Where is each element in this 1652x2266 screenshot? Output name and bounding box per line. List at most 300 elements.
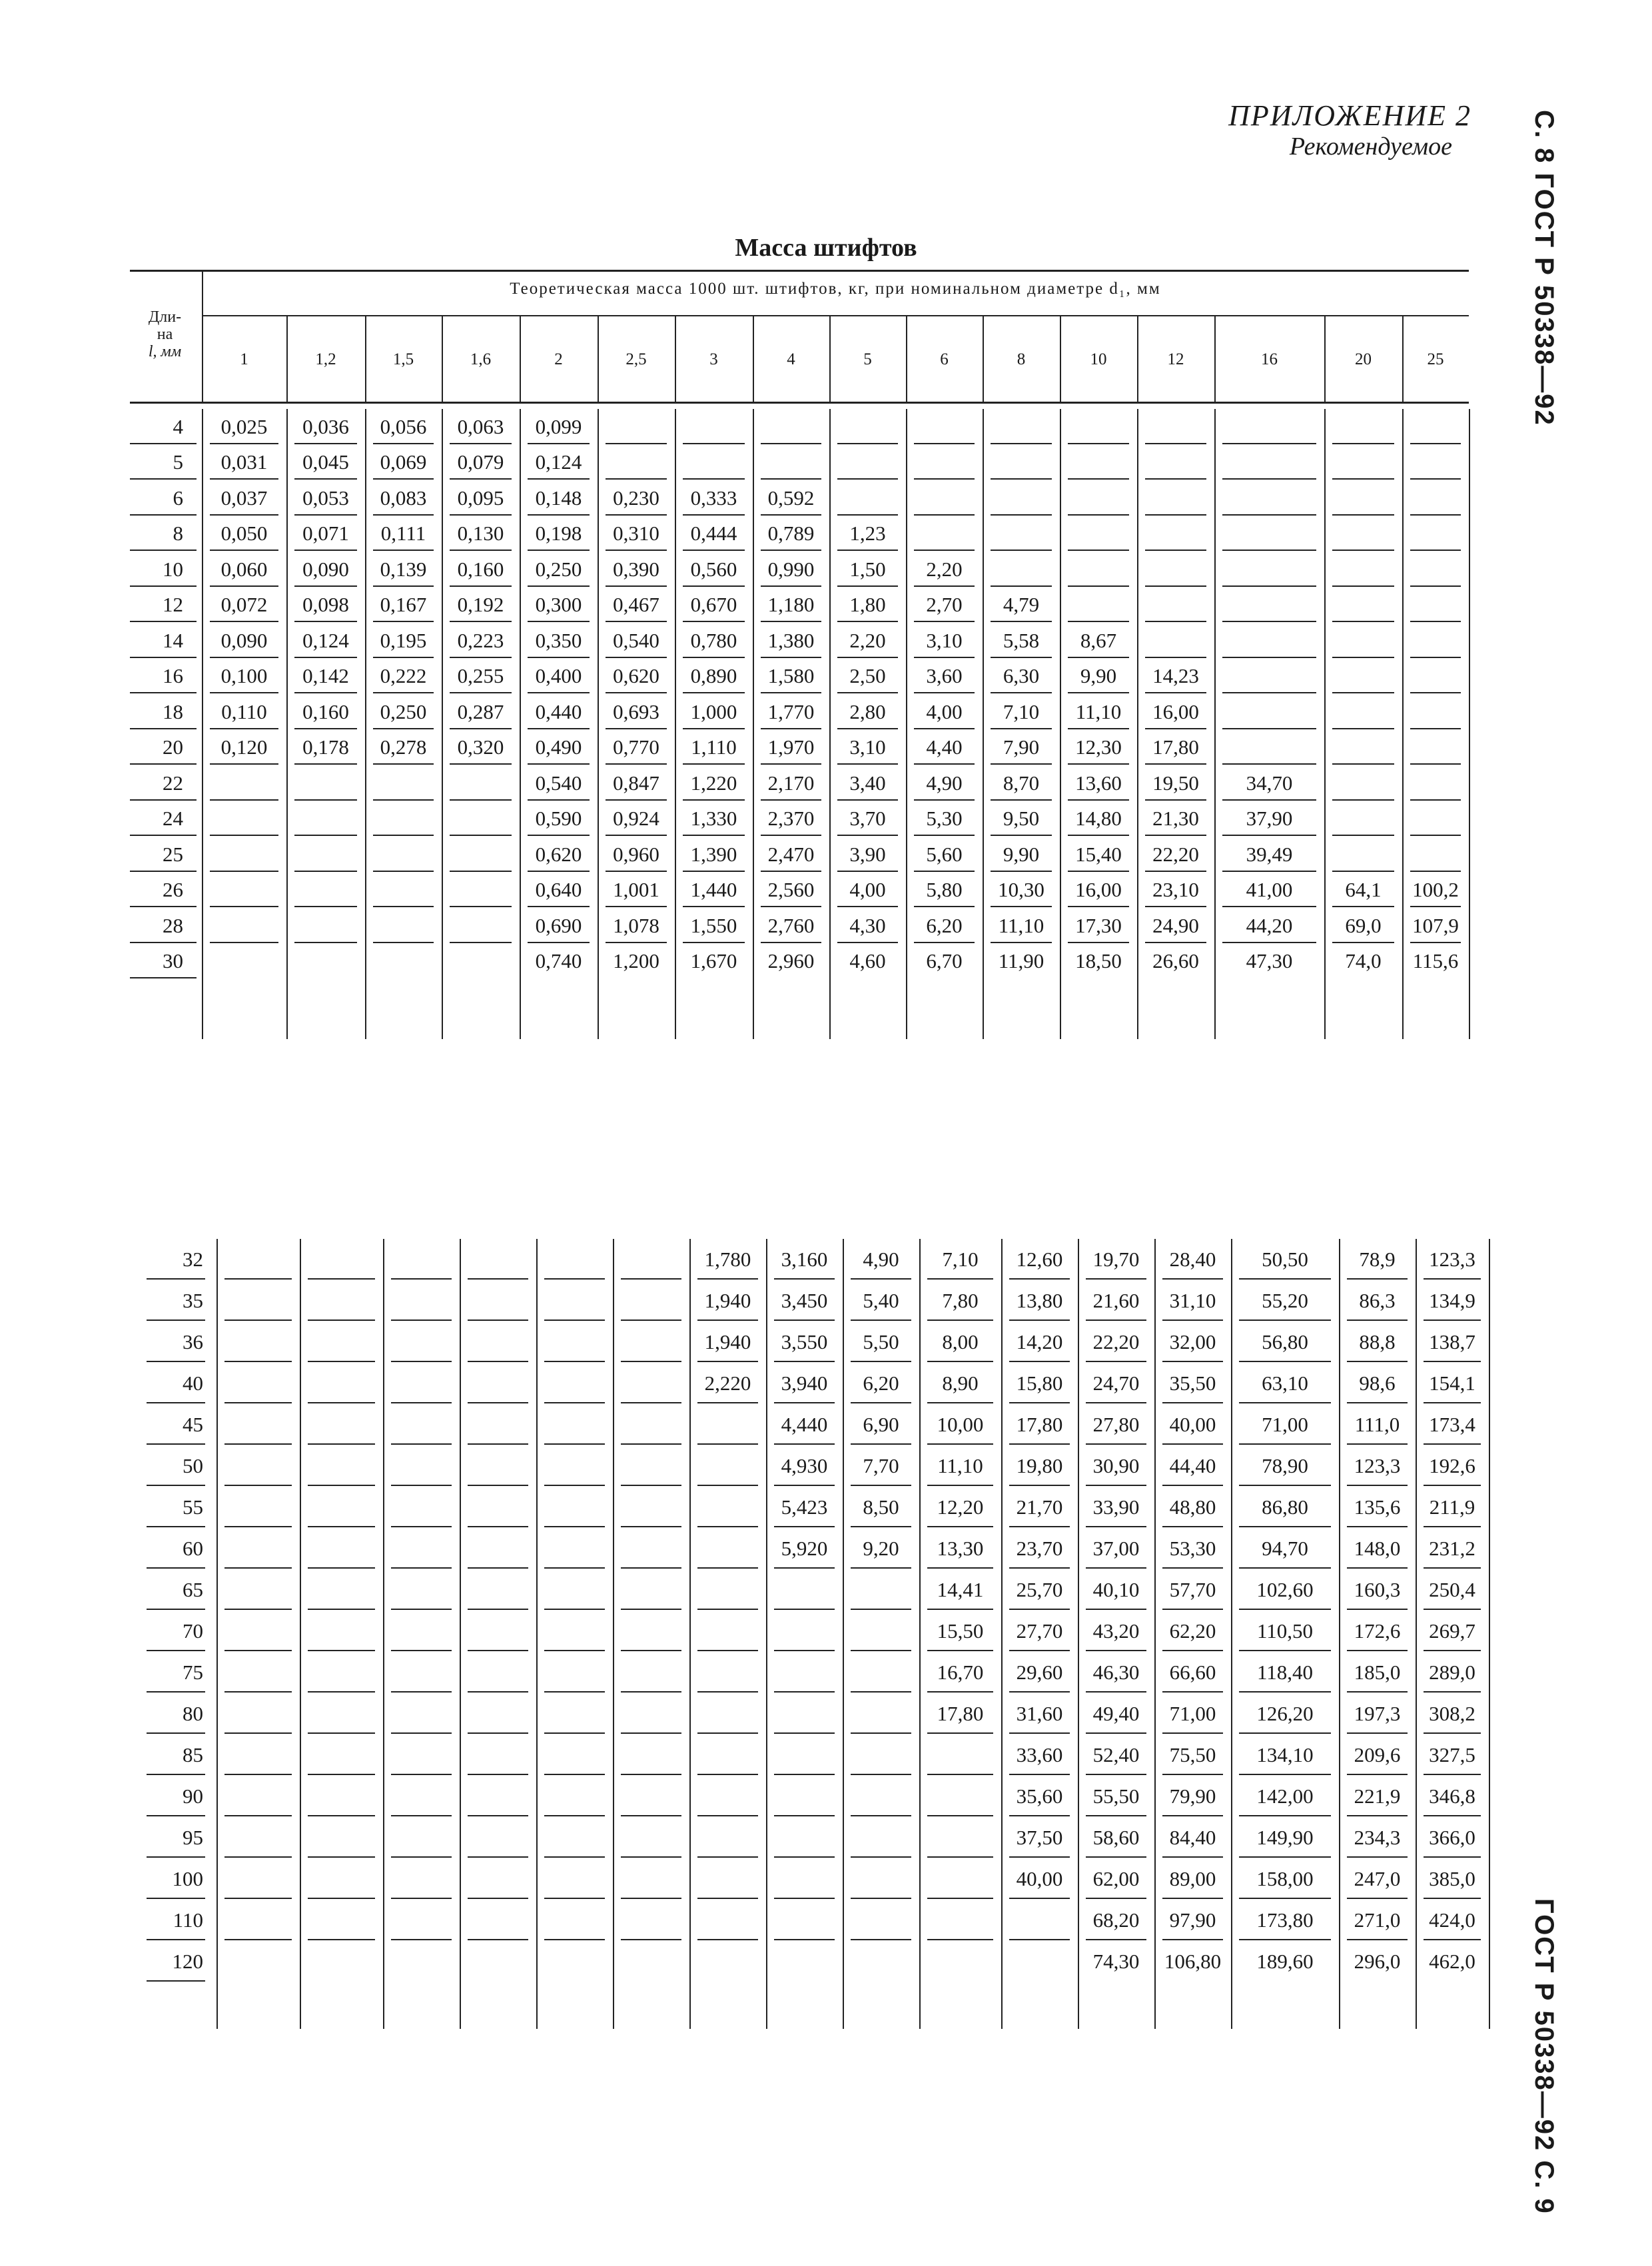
row-rule [914, 443, 975, 444]
row-rule [1332, 514, 1394, 516]
column-divider [1231, 1239, 1232, 2029]
row-rule [373, 657, 434, 658]
length-label: 20 [163, 735, 183, 759]
mass-cell: 4,00 [926, 699, 963, 723]
row-rule [697, 1320, 758, 1321]
row-rule [851, 1402, 911, 1403]
row-rule [851, 1278, 911, 1280]
row-rule [1239, 1278, 1331, 1280]
row-rule [1347, 1320, 1408, 1321]
row-rule [697, 1691, 758, 1693]
row-rule [914, 514, 975, 516]
mass-cell: 0,250 [535, 557, 582, 581]
row-rule [294, 550, 357, 551]
mass-cell: 1,000 [690, 699, 737, 723]
row-rule [308, 1443, 375, 1445]
row-rule [468, 1898, 528, 1899]
row-rule [224, 1774, 292, 1775]
mass-cell: 19,80 [1016, 1454, 1063, 1477]
mass-cell: 47,30 [1246, 949, 1293, 973]
mass-cell: 0,540 [535, 771, 582, 795]
row-rule [391, 1856, 452, 1858]
mass-cell: 74,30 [1092, 1950, 1140, 1973]
mass-cell: 2,560 [767, 878, 815, 902]
mass-cell: 1,330 [690, 807, 737, 831]
row-rule [1162, 1402, 1223, 1403]
header-column-divider [983, 315, 984, 402]
row-rule [1424, 1691, 1481, 1693]
row-rule [683, 871, 745, 872]
mass-cell: 31,10 [1169, 1289, 1216, 1312]
mass-cell: 0,071 [302, 522, 349, 546]
mass-cell: 1,550 [690, 913, 737, 937]
mass-cell: 1,770 [767, 699, 815, 723]
length-label: 45 [183, 1413, 203, 1436]
length-label: 18 [163, 699, 183, 723]
row-rule [130, 585, 197, 587]
mass-cell: 0,198 [535, 522, 582, 546]
row-rule [621, 1402, 681, 1403]
mass-cell: 11,10 [998, 913, 1044, 937]
column-divider [1137, 409, 1138, 1039]
row-rule [450, 621, 512, 622]
row-rule [224, 1278, 292, 1280]
row-rule [224, 1898, 292, 1899]
row-rule [224, 1320, 292, 1321]
row-rule [147, 1320, 205, 1321]
mass-cell: 17,80 [1152, 735, 1199, 759]
mass-cell: 0,400 [535, 664, 582, 688]
row-rule [927, 1650, 993, 1651]
row-rule [450, 942, 512, 943]
row-rule [621, 1898, 681, 1899]
row-rule [373, 871, 434, 872]
row-rule [528, 763, 590, 765]
mass-cell: 0,090 [302, 557, 349, 581]
row-rule [1347, 1402, 1408, 1403]
row-rule [224, 1402, 292, 1403]
mass-cell: 142,00 [1256, 1784, 1314, 1808]
row-rule [1009, 1609, 1070, 1610]
mass-cell: 46,30 [1092, 1661, 1140, 1684]
row-rule [130, 478, 197, 480]
row-rule [851, 1361, 911, 1362]
row-rule [468, 1485, 528, 1486]
length-label: 6 [173, 486, 183, 510]
row-rule [391, 1815, 452, 1816]
row-rule [294, 621, 357, 622]
row-rule [1410, 443, 1461, 444]
row-rule [774, 1856, 835, 1858]
row-rule [837, 942, 898, 943]
row-rule [450, 835, 512, 836]
row-rule [308, 1732, 375, 1734]
mass-cell: 0,195 [380, 628, 427, 652]
row-rule [1162, 1815, 1223, 1816]
row-rule [774, 1815, 835, 1816]
row-rule [621, 1650, 681, 1651]
row-rule [210, 835, 278, 836]
row-rule [774, 1278, 835, 1280]
row-rule [1239, 1402, 1331, 1403]
length-label: 10 [163, 557, 183, 581]
row-rule [544, 1320, 605, 1321]
row-rule [774, 1526, 835, 1527]
row-rule [621, 1320, 681, 1321]
row-rule [210, 550, 278, 551]
row-rule [927, 1443, 993, 1445]
mass-cell: 4,79 [1003, 593, 1040, 617]
mass-cell: 64,1 [1345, 878, 1382, 902]
mass-cell: 0,192 [457, 593, 504, 617]
row-rule [621, 1856, 681, 1858]
row-rule [1410, 692, 1461, 693]
row-rule [1332, 621, 1394, 622]
row-rule [991, 657, 1052, 658]
row-rule [1347, 1361, 1408, 1362]
row-rule [528, 906, 590, 907]
mass-cell: 74,0 [1345, 949, 1382, 973]
row-rule [1410, 763, 1461, 765]
mass-cell: 97,90 [1169, 1908, 1216, 1932]
row-rule [1086, 1402, 1146, 1403]
mass-cell: 7,10 [942, 1248, 979, 1271]
mass-cell: 0,223 [457, 628, 504, 652]
header-column-divider [906, 315, 907, 402]
row-rule [1347, 1815, 1408, 1816]
row-rule [1086, 1815, 1146, 1816]
mass-cell: 3,40 [849, 771, 886, 795]
mass-cell: 22,20 [1092, 1330, 1140, 1353]
mass-cell: 0,620 [613, 664, 659, 688]
row-rule [147, 1609, 205, 1610]
row-rule [683, 942, 745, 943]
mass-cell: 110,50 [1256, 1619, 1314, 1643]
row-rule [851, 1443, 911, 1445]
mass-cell: 98,6 [1359, 1371, 1396, 1395]
row-rule [1239, 1361, 1331, 1362]
row-rule [294, 692, 357, 693]
row-rule [1009, 1939, 1070, 1940]
row-rule [450, 585, 512, 587]
row-rule [927, 1567, 993, 1569]
row-rule [1068, 514, 1129, 516]
column-divider [383, 1239, 384, 2029]
column-divider [983, 409, 984, 1039]
row-rule [1145, 585, 1206, 587]
length-label: 120 [172, 1950, 203, 1973]
row-rule [224, 1856, 292, 1858]
row-rule [224, 1650, 292, 1651]
mass-cell: 0,924 [613, 807, 659, 831]
mass-cell: 17,30 [1075, 913, 1122, 937]
row-rule [774, 1650, 835, 1651]
row-rule [1009, 1774, 1070, 1775]
row-rule [621, 1815, 681, 1816]
mass-cell: 0,350 [535, 628, 582, 652]
mass-cell: 9,90 [1080, 664, 1117, 688]
header-column-divider [1214, 315, 1216, 402]
row-rule [837, 657, 898, 658]
mass-cell: 84,40 [1169, 1826, 1216, 1849]
mass-cell: 25,70 [1016, 1578, 1063, 1601]
row-rule [544, 1278, 605, 1280]
row-rule [837, 550, 898, 551]
mass-cell: 62,00 [1092, 1867, 1140, 1890]
row-rule [774, 1402, 835, 1403]
row-rule [621, 1774, 681, 1775]
row-rule [774, 1320, 835, 1321]
mass-cell: 138,7 [1429, 1330, 1475, 1353]
row-rule [373, 763, 434, 765]
row-rule [606, 443, 667, 444]
column-divider [1339, 1239, 1340, 2029]
mass-cell: 23,10 [1152, 878, 1199, 902]
row-rule [1009, 1320, 1070, 1321]
row-rule [147, 1856, 205, 1858]
row-rule [683, 835, 745, 836]
row-rule [851, 1691, 911, 1693]
mass-cell: 6,70 [926, 949, 963, 973]
row-rule [1145, 621, 1206, 622]
row-rule [761, 443, 821, 444]
mass-cell: 0,444 [690, 522, 737, 546]
row-rule [391, 1278, 452, 1280]
row-rule [761, 871, 821, 872]
row-rule [1009, 1691, 1070, 1693]
row-rule [1332, 478, 1394, 480]
mass-cell: 0,789 [767, 522, 815, 546]
mass-cell: 0,148 [535, 486, 582, 510]
row-rule [683, 478, 745, 480]
mass-cell: 149,90 [1256, 1826, 1314, 1849]
length-header-line1: Дли- [148, 308, 182, 326]
row-rule [1424, 1609, 1481, 1610]
row-rule [914, 799, 975, 801]
mass-cell: 115,6 [1412, 949, 1459, 973]
mass-cell: 4,90 [863, 1248, 899, 1271]
row-rule [450, 728, 512, 729]
row-rule [1222, 692, 1316, 693]
row-rule [544, 1732, 605, 1734]
row-rule [308, 1650, 375, 1651]
mass-cell: 0,278 [380, 735, 427, 759]
row-rule [761, 728, 821, 729]
row-rule [1162, 1526, 1223, 1527]
mass-cell: 100,2 [1412, 878, 1459, 902]
mass-cell: 1,440 [690, 878, 737, 902]
row-rule [683, 657, 745, 658]
row-rule [991, 550, 1052, 551]
length-label: 80 [183, 1702, 203, 1725]
row-rule [468, 1526, 528, 1527]
row-rule [210, 478, 278, 480]
mass-cell: 37,50 [1016, 1826, 1063, 1849]
mass-cell: 0,640 [535, 878, 582, 902]
row-rule [391, 1443, 452, 1445]
length-label: 30 [163, 949, 183, 973]
row-rule [1145, 657, 1206, 658]
mass-cell: 14,20 [1016, 1330, 1063, 1353]
row-rule [774, 1732, 835, 1734]
mass-cell: 10,30 [998, 878, 1044, 902]
row-rule [697, 1898, 758, 1899]
row-rule [1162, 1443, 1223, 1445]
row-rule [544, 1774, 605, 1775]
row-rule [606, 478, 667, 480]
mass-cell: 39,49 [1246, 842, 1293, 866]
row-rule [294, 728, 357, 729]
row-rule [450, 871, 512, 872]
row-rule [761, 799, 821, 801]
table-header [130, 270, 1469, 404]
row-rule [468, 1278, 528, 1280]
row-rule [544, 1898, 605, 1899]
mass-cell: 37,90 [1246, 807, 1293, 831]
mass-cell: 289,0 [1429, 1661, 1475, 1684]
row-rule [224, 1609, 292, 1610]
mass-cell: 1,780 [704, 1248, 751, 1271]
mass-cell: 135,6 [1354, 1495, 1401, 1519]
row-rule [1009, 1443, 1070, 1445]
row-rule [1162, 1691, 1223, 1693]
row-rule [683, 763, 745, 765]
row-rule [1222, 550, 1316, 551]
row-rule [544, 1691, 605, 1693]
row-rule [761, 621, 821, 622]
mass-cell: 366,0 [1429, 1826, 1475, 1849]
mass-cell: 4,40 [926, 735, 963, 759]
row-rule [1332, 871, 1394, 872]
mass-cell: 0,670 [690, 593, 737, 617]
row-rule [1068, 835, 1129, 836]
row-rule [373, 728, 434, 729]
row-rule [1332, 550, 1394, 551]
row-rule [1068, 657, 1129, 658]
mass-cell: 53,30 [1169, 1537, 1216, 1560]
column-divider [1154, 1239, 1156, 2029]
mass-cell: 296,0 [1354, 1950, 1401, 1973]
row-rule [147, 1774, 205, 1775]
mass-cell: 0,320 [457, 735, 504, 759]
mass-cell: 7,80 [942, 1289, 979, 1312]
mass-cell: 0,592 [767, 486, 815, 510]
row-rule [991, 728, 1052, 729]
mass-cell: 2,20 [926, 557, 963, 581]
row-rule [450, 550, 512, 551]
row-rule [683, 728, 745, 729]
mass-cell: 1,380 [767, 628, 815, 652]
mass-cell: 209,6 [1354, 1743, 1401, 1766]
row-rule [210, 906, 278, 907]
appendix-title: ПРИЛОЖЕНИЕ 2 [1228, 99, 1471, 132]
row-rule [683, 550, 745, 551]
row-rule [1410, 942, 1461, 943]
row-rule [1424, 1567, 1481, 1569]
row-rule [1347, 1898, 1408, 1899]
row-rule [373, 906, 434, 907]
row-rule [851, 1898, 911, 1899]
row-rule [774, 1609, 835, 1610]
mass-cell: 11,10 [937, 1454, 983, 1477]
row-rule [224, 1526, 292, 1527]
row-rule [774, 1691, 835, 1693]
mass-cell: 0,124 [302, 628, 349, 652]
row-rule [621, 1485, 681, 1486]
row-rule [147, 1815, 205, 1816]
row-rule [147, 1691, 205, 1693]
mass-cell: 40,10 [1092, 1578, 1140, 1601]
length-label: 5 [173, 450, 183, 474]
mass-cell: 0,560 [690, 557, 737, 581]
row-rule [450, 692, 512, 693]
row-rule [1086, 1898, 1146, 1899]
mass-cell: 123,3 [1429, 1248, 1475, 1271]
row-rule [914, 728, 975, 729]
row-rule [468, 1815, 528, 1816]
row-rule [1424, 1485, 1481, 1486]
mass-cell: 2,960 [767, 949, 815, 973]
row-rule [1424, 1939, 1481, 1940]
mass-cell: 0,310 [613, 522, 659, 546]
mass-cell: 3,10 [926, 628, 963, 652]
row-rule [450, 906, 512, 907]
row-rule [837, 835, 898, 836]
row-rule [837, 871, 898, 872]
row-rule [761, 514, 821, 516]
row-rule [683, 585, 745, 587]
header-column-divider [753, 315, 754, 402]
length-label: 75 [183, 1661, 203, 1684]
row-rule [1222, 514, 1316, 516]
row-rule [528, 835, 590, 836]
mass-cell: 0,693 [613, 699, 659, 723]
mass-cell: 0,167 [380, 593, 427, 617]
row-rule [1332, 763, 1394, 765]
mass-cell: 3,60 [926, 664, 963, 688]
mass-cell: 7,70 [863, 1454, 899, 1477]
row-rule [991, 906, 1052, 907]
mass-cell: 0,098 [302, 593, 349, 617]
row-rule [1162, 1567, 1223, 1569]
row-rule [468, 1774, 528, 1775]
mass-cell: 71,00 [1169, 1702, 1216, 1725]
row-rule [224, 1567, 292, 1569]
row-rule [450, 799, 512, 801]
diameter-column-header: 12 [1167, 350, 1184, 368]
row-rule [914, 621, 975, 622]
mass-cell: 1,110 [691, 735, 737, 759]
row-rule [130, 977, 197, 978]
row-rule [1410, 657, 1461, 658]
row-rule [927, 1691, 993, 1693]
row-rule [391, 1320, 452, 1321]
row-rule [210, 657, 278, 658]
mass-cell: 27,80 [1092, 1413, 1140, 1436]
mass-cell: 269,7 [1429, 1619, 1475, 1643]
mass-cell: 0,440 [535, 699, 582, 723]
row-rule [468, 1691, 528, 1693]
row-rule [697, 1278, 758, 1280]
row-rule [837, 585, 898, 587]
row-rule [1068, 621, 1129, 622]
row-rule [774, 1898, 835, 1899]
mass-cell: 160,3 [1354, 1578, 1401, 1601]
row-rule [1162, 1774, 1223, 1775]
mass-cell: 1,670 [690, 949, 737, 973]
row-rule [528, 871, 590, 872]
row-rule [1239, 1526, 1331, 1527]
